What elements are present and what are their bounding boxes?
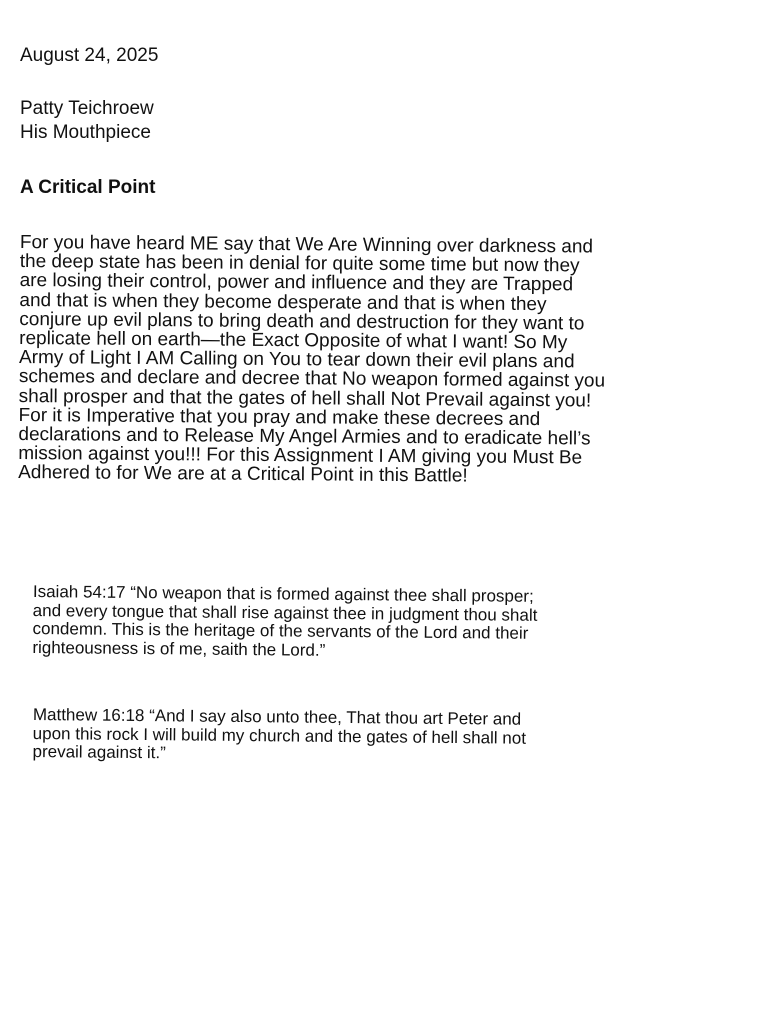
body-line: schemes and declare and decree that No weapon formed against you — [18, 366, 606, 393]
body-line: Adhered to for We are at a Critical Point in this Battle! — [18, 462, 468, 487]
body-line: conjure up evil plans to bring death and destruction for they want to — [19, 308, 585, 335]
scripture-line: and every tongue that shall rise against thee in judgment thou shalt — [32, 600, 538, 625]
scripture-line: prevail against it.” — [32, 742, 166, 763]
scripture-line: upon this rock I will build my church and the gates of hell shall not — [32, 723, 527, 748]
body-line: Army of Light I AM Calling on You to tear down their evil plans and — [18, 347, 575, 373]
message-body — [18, 233, 732, 488]
document-title: A Critical Point — [20, 177, 156, 198]
author-role: His Mouthpiece — [20, 122, 151, 143]
scripture-line: Matthew 16:18 “And I say also unto thee, That thou art Peter and — [32, 705, 522, 729]
scripture-matthew — [32, 706, 693, 768]
body-line: shall prosper and that the gates of hell shall Not Prevail against you! — [18, 385, 592, 412]
author-name: Patty Teichroew — [20, 98, 154, 119]
body-line: replicate hell on earth—the Exact Opposite of what I want! So My — [19, 328, 568, 354]
scripture-line: righteousness is of me, saith the Lord.” — [32, 637, 326, 660]
body-line: and that is when they become desperate and that is when they — [19, 289, 547, 315]
body-line: For you have heard ME say that We Are Winning over darkness and — [19, 232, 594, 258]
body-line: the deep state has been in denial for quite some time but now they — [19, 251, 580, 277]
author-block — [20, 97, 154, 145]
body-line: For it is Imperative that you pray and make these decrees and — [18, 404, 541, 430]
letter-date: August 24, 2025 — [20, 45, 159, 66]
body-line: declarations and to Release My Angel Armies and to eradicate hell’s — [18, 424, 591, 450]
scripture-isaiah — [32, 583, 693, 664]
body-line: mission against you!!! For this Assignment I AM giving you Must Be — [18, 443, 583, 469]
body-line: are losing their control, power and influence and they are Trapped — [19, 270, 574, 296]
scripture-line: condemn. This is the heritage of the servants of the Lord and their — [32, 619, 529, 643]
scripture-line: Isaiah 54:17 “No weapon that is formed against thee shall prosper; — [32, 582, 534, 606]
